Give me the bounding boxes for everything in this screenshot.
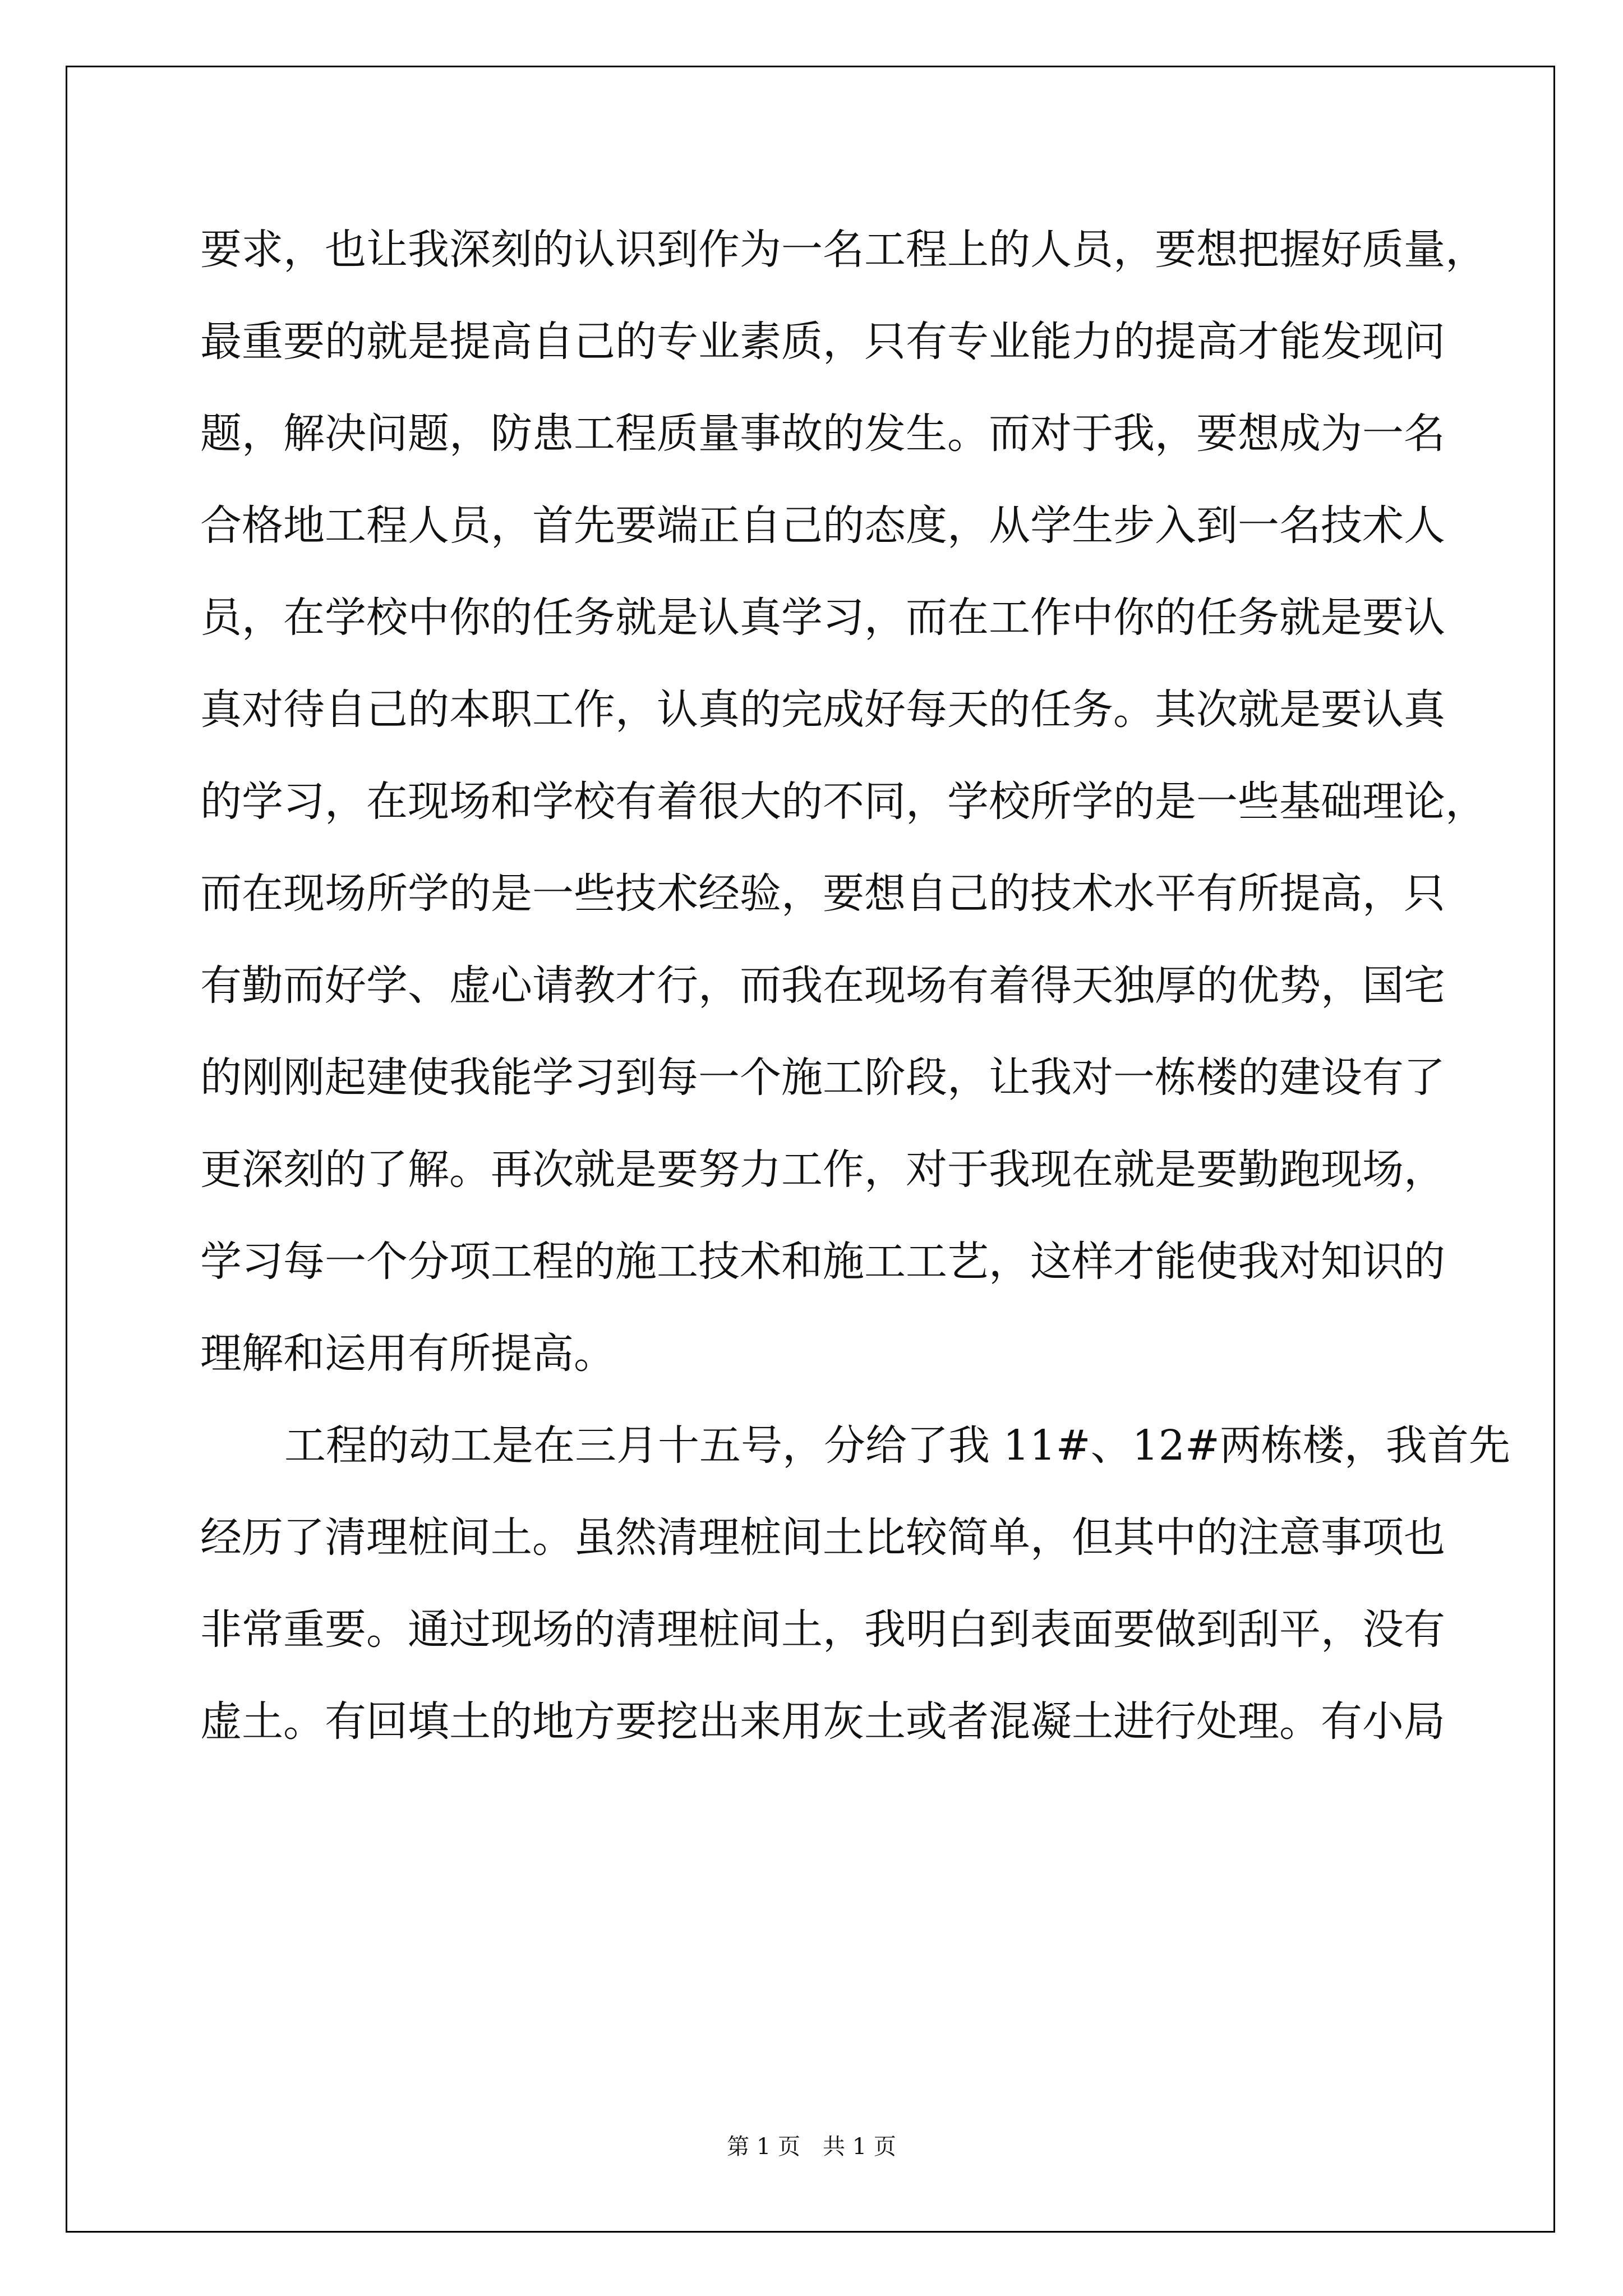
text-line: 虚土。有回填土的地方要挖出来用灰土或者混凝土进行处理。有小局: [200, 1697, 1445, 1746]
text-line: 最重要的就是提高自己的专业素质，只有专业能力的提高才能发现问: [200, 318, 1445, 366]
text-line: 题，解决问题，防患工程质量事故的发生。而对于我，要想成为一名: [200, 409, 1445, 458]
text-line: 学习每一个分项工程的施工技术和施工工艺，这样才能使我对知识的: [200, 1237, 1445, 1286]
text-line: 的学习，在现场和学校有着很大的不同，学校所学的是一些基础理论，: [200, 777, 1487, 826]
text-line-paragraph-start: 工程的动工是在三月十五号，分给了我 11#、12#两栋楼，我首先: [284, 1421, 1510, 1470]
text-line: 更深刻的了解。再次就是要努力工作，对于我现在就是要勤跑现场，: [200, 1145, 1445, 1194]
text-line: 合格地工程人员，首先要端正自己的态度，从学生步入到一名技术人: [200, 501, 1445, 550]
text-line: 理解和运用有所提高。: [200, 1329, 615, 1378]
text-line: 有勤而好学、虚心请教才行，而我在现场有着得天独厚的优势，国宅: [200, 961, 1445, 1010]
text-line: 而在现场所学的是一些技术经验，要想自己的技术水平有所提高，只: [200, 869, 1445, 918]
text-line: 员，在学校中你的任务就是认真学习，而在工作中你的任务就是要认: [200, 593, 1445, 642]
text-line: 要求，也让我深刻的认识到作为一名工程上的人员，要想把握好质量，: [200, 226, 1487, 274]
document-body: [200, 222, 1510, 1786]
page-footer: [0, 2129, 1623, 2161]
page-number: 第 1 页: [727, 2134, 800, 2160]
text-line: 真对待自己的本职工作，认真的完成好每天的任务。其次就是要认真: [200, 685, 1445, 734]
text-line: 非常重要。通过现场的清理桩间土，我明白到表面要做到刮平，没有: [200, 1605, 1445, 1654]
text-line: 的刚刚起建使我能学习到每一个施工阶段，让我对一栋楼的建设有了: [200, 1053, 1445, 1102]
text-line: 经历了清理桩间土。虽然清理桩间土比较简单，但其中的注意事项也: [200, 1513, 1445, 1562]
page-total: 共 1 页: [823, 2134, 896, 2160]
